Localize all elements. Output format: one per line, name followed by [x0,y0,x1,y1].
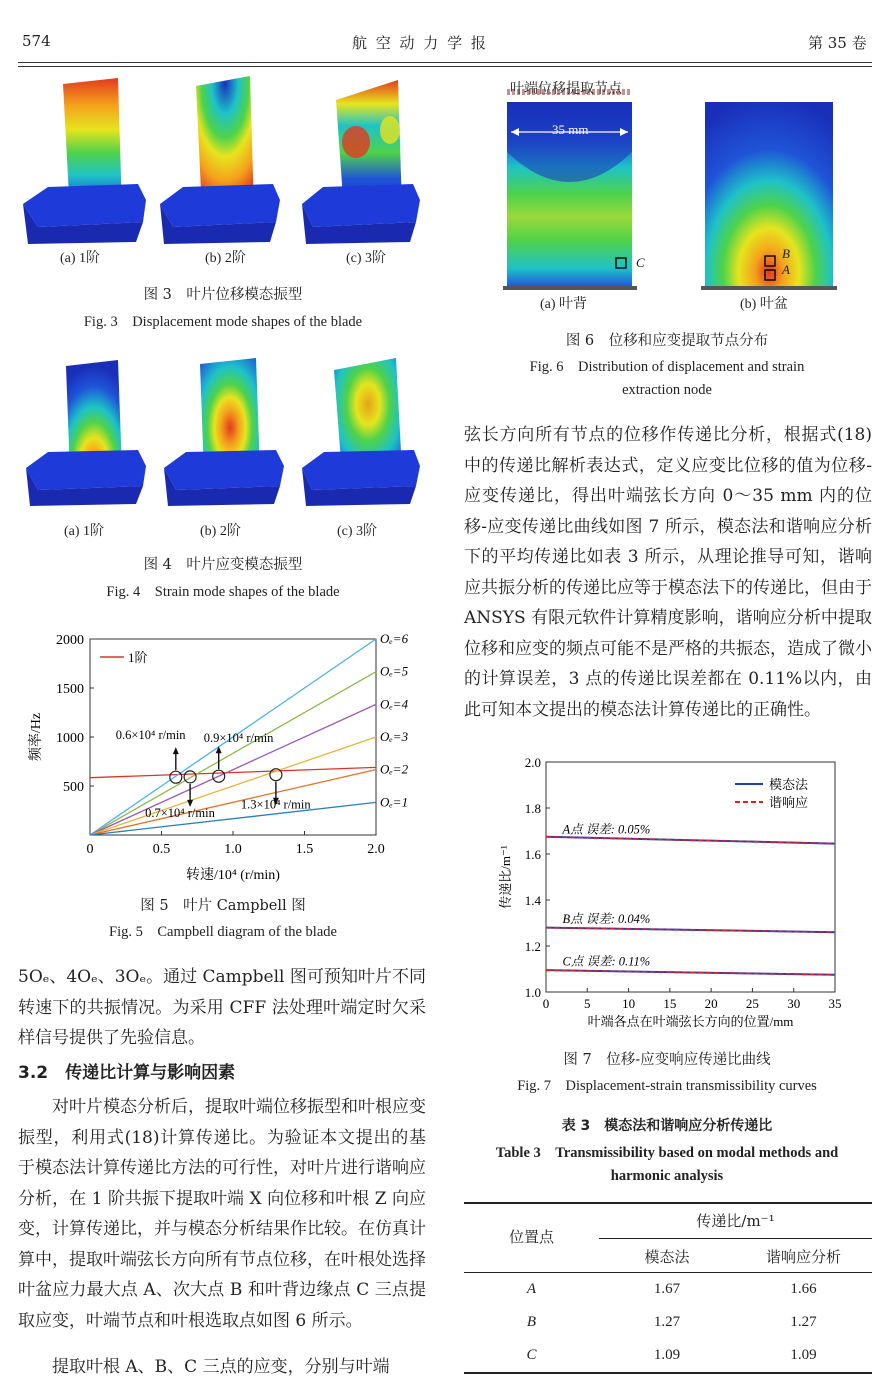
arrow-head [173,747,179,754]
left-para-2: 对叶片模态分析后，提取叶端位移振型和叶根应变振型，利用式(18)计算传递比。为验证本文提出的基于模态法计算传递比方法的可行性，对叶片进行谐响应分析，在 1 阶共振下提取叶端 X 向位移和叶根 Z 向应变，计算传递比，并与模态分析结果作比较。在仿真计算中，提取叶端弦长方向所有节点位移，在叶根处选择叶盆应力最大点 A、次大点 B 和叶背边缘点 C 三点提取应变，叶端节点和叶根选取点如图 6 所示。 [18,1097,426,1331]
legend-label-modal: 模态法 [769,777,809,792]
y-tick-label: 1.6 [524,847,541,862]
annotation-label: 0.6×10⁴ r/min [115,728,186,743]
fig6-images [495,72,845,322]
fig4-label-c: (c) 3阶 [337,524,378,539]
cell-modal: 1.27 [653,1314,681,1330]
fig4-caption-cn: 图 4 叶片应变模态振型 [143,557,303,573]
series-line-0 [90,767,376,777]
cell-modal: 1.09 [653,1347,681,1363]
intersection-marker [184,771,196,783]
x-tick-label: 20 [704,996,718,1011]
left-para-1: 5Oₑ、4Oₑ、3Oₑ。通过 Campbell 图可预知叶片不同转速下的共振情况。为采用 CFF 法处理叶端定时欠采样信号提供了先验信息。 [18,967,426,1048]
cell-modal: 1.67 [653,1281,681,1297]
fig6-caption-en-1: Fig. 6 Distribution of displacement and strain [529,359,805,375]
y-tick-label: 1000 [56,731,84,746]
x-tick-label: 35 [828,996,842,1011]
fig4-label-b: (b) 2阶 [200,524,241,539]
fig6-label-a: (a) 叶背 [540,297,588,312]
fig4-images [18,352,428,520]
x-tick-label: 0 [86,842,94,857]
x-axis-label: 转速/10⁴ (r/min) [186,868,280,883]
x-tick-label: 1.5 [295,842,314,857]
table3 [464,1202,872,1374]
fig6-point-c: C [636,255,645,270]
x-tick-label: 0 [542,996,550,1011]
x-tick-label: 0.5 [152,842,171,857]
table3-group-rule [599,1238,872,1239]
order-label: Oₑ=2 [380,761,409,777]
intersection-marker [170,771,182,783]
fig6-width-label: 35 mm [552,122,589,137]
x-tick-label: 25 [745,996,759,1011]
fig4-caption-en: Fig. 4 Strain mode shapes of the blade [106,584,340,600]
order-label: Oₑ=1 [380,794,409,810]
x-tick-label: 5 [584,996,591,1011]
order-label: Oₑ=6 [380,631,409,646]
fig6-top-label: 叶端位移提取节点 [510,81,622,97]
series-line-2 [90,672,376,835]
point-error-label: C点 误差: 0.11% [562,954,651,969]
table3-header-group: 传递比/m⁻¹ [696,1212,775,1230]
fig7-caption-cn: 图 7 位移-应变响应传递比曲线 [563,1052,771,1068]
fig6-caption-en-2: extraction node [622,382,712,398]
series-line-3 [90,704,376,835]
cell-harmonic: 1.66 [790,1281,817,1297]
fig4-blade-images [18,352,428,520]
table3-title-cn: 表 3 模态法和谐响应分析传递比 [561,1118,773,1134]
y-tick-label: 1500 [56,682,84,697]
fig6-point-a: A [782,262,790,277]
volume-label: 第 35 卷 [808,34,867,52]
fig3-label-a: (a) 1阶 [60,251,101,266]
table3-header-point: 位置点 [508,1228,554,1246]
table-row [464,1306,872,1339]
header-rule-2 [18,66,872,67]
order-label: Oₑ=4 [380,696,409,712]
fig6-blade-sections [495,72,845,322]
x-tick-label: 2.0 [367,842,385,857]
x-axis-label: 叶端各点在叶端弦长方向的位置/mm [587,1014,794,1029]
fig3-label-c: (c) 3阶 [346,251,387,266]
y-axis-label: 频率/Hz [29,712,44,762]
cell-harmonic: 1.09 [790,1347,817,1363]
y-tick-label: 2000 [56,633,84,648]
fig4-label-a: (a) 1阶 [64,524,105,539]
order-label: Oₑ=5 [380,663,409,679]
table-row [464,1273,872,1306]
y-tick-label: 1.2 [524,939,541,954]
y-tick-label: 2.0 [524,755,541,770]
legend-label: 1阶 [128,650,148,665]
fig5-caption-en: Fig. 5 Campbell diagram of the blade [109,924,337,940]
right-para: 弦长方向所有节点的位移作传递比分析，根据式(18)中的传递比解析表达式，定义应变比位移的值为位移-应变传递比，得出叶端弦长方向 0～35 mm 内的位移-应变传递比曲线如图 7 所示，模态法和谐响应分析下的平均传递比如表 3 所示，从理论推导可知，谐响应共振分析的传递比应等于模态法下的传递比，但由于 ANSYS 有限元软件计算精度影响，谐响应分析中提取位移和应变的频点可能不是严格的共振态，造成了微小的计算误差，3 点的传递比误差都在 0.11%以内，由此可知本文提出的模态法计算传递比的正确性。 [464,425,872,720]
cell-harmonic: 1.27 [790,1314,817,1330]
y-tick-label: 1.8 [524,801,541,816]
fig3-caption-cn: 图 3 叶片位移模态振型 [143,287,303,303]
annotation-label: 0.9×10⁴ r/min [203,731,274,746]
fig3-label-b: (b) 2阶 [205,251,246,266]
series-line-4 [90,737,376,835]
cell-point: A [526,1281,537,1297]
y-tick-label: 1.0 [524,985,541,1000]
page-number: 574 [22,32,51,50]
table3-title-en-2: harmonic analysis [610,1168,724,1184]
x-tick-label: 15 [663,996,677,1011]
fig3-caption-en: Fig. 3 Displacement mode shapes of the blade [83,314,363,330]
legend-label-harmonic: 谐响应 [769,795,809,810]
series-line-6 [90,802,376,835]
annotation-label: 1.3×10⁴ r/min [240,797,311,812]
fig6-point-b: B [782,246,790,261]
y-tick-label: 1.4 [524,893,541,908]
header-rule [18,62,872,63]
y-tick-label: 500 [63,780,84,795]
annotation-label: 0.7×10⁴ r/min [145,805,215,820]
fig7-caption-en: Fig. 7 Displacement-strain transmissibility curves [517,1078,817,1094]
journal-title: 航 空 动 力 学 报 [352,34,488,52]
cell-point: C [526,1347,537,1363]
table3-title-en-1: Table 3 Transmissibility based on modal methods and [495,1145,839,1161]
table3-header-modal: 模态法 [644,1248,690,1266]
arrow-head [216,746,222,753]
point-error-label: A点 误差: 0.05% [562,822,651,837]
x-tick-label: 1.0 [224,842,242,857]
transmissibility-chart [488,752,848,1037]
table3-header-harmonic: 谐响应分析 [765,1248,841,1266]
cell-point: B [526,1314,537,1330]
fig6-caption-cn: 图 6 位移和应变提取节点分布 [565,333,769,349]
y-axis-label: 传递比/m⁻¹ [498,845,513,909]
campbell-chart [18,625,428,885]
x-tick-label: 10 [622,996,636,1011]
fig6-label-b: (b) 叶盆 [740,297,788,312]
series-line-5 [90,770,376,835]
order-label: Oₑ=3 [380,729,409,744]
fig3-images [18,72,428,272]
point-error-label: B点 误差: 0.04% [562,912,651,926]
fig3-blade-images [18,72,428,272]
x-tick-label: 30 [787,996,801,1011]
fig5-caption-cn: 图 5 叶片 Campbell 图 [140,898,306,914]
left-para-3: 提取叶根 A、B、C 三点的应变，分别与叶端 [52,1357,390,1377]
table-row [464,1339,872,1372]
section-heading: 3.2 传递比计算与影响因素 [18,1063,236,1083]
